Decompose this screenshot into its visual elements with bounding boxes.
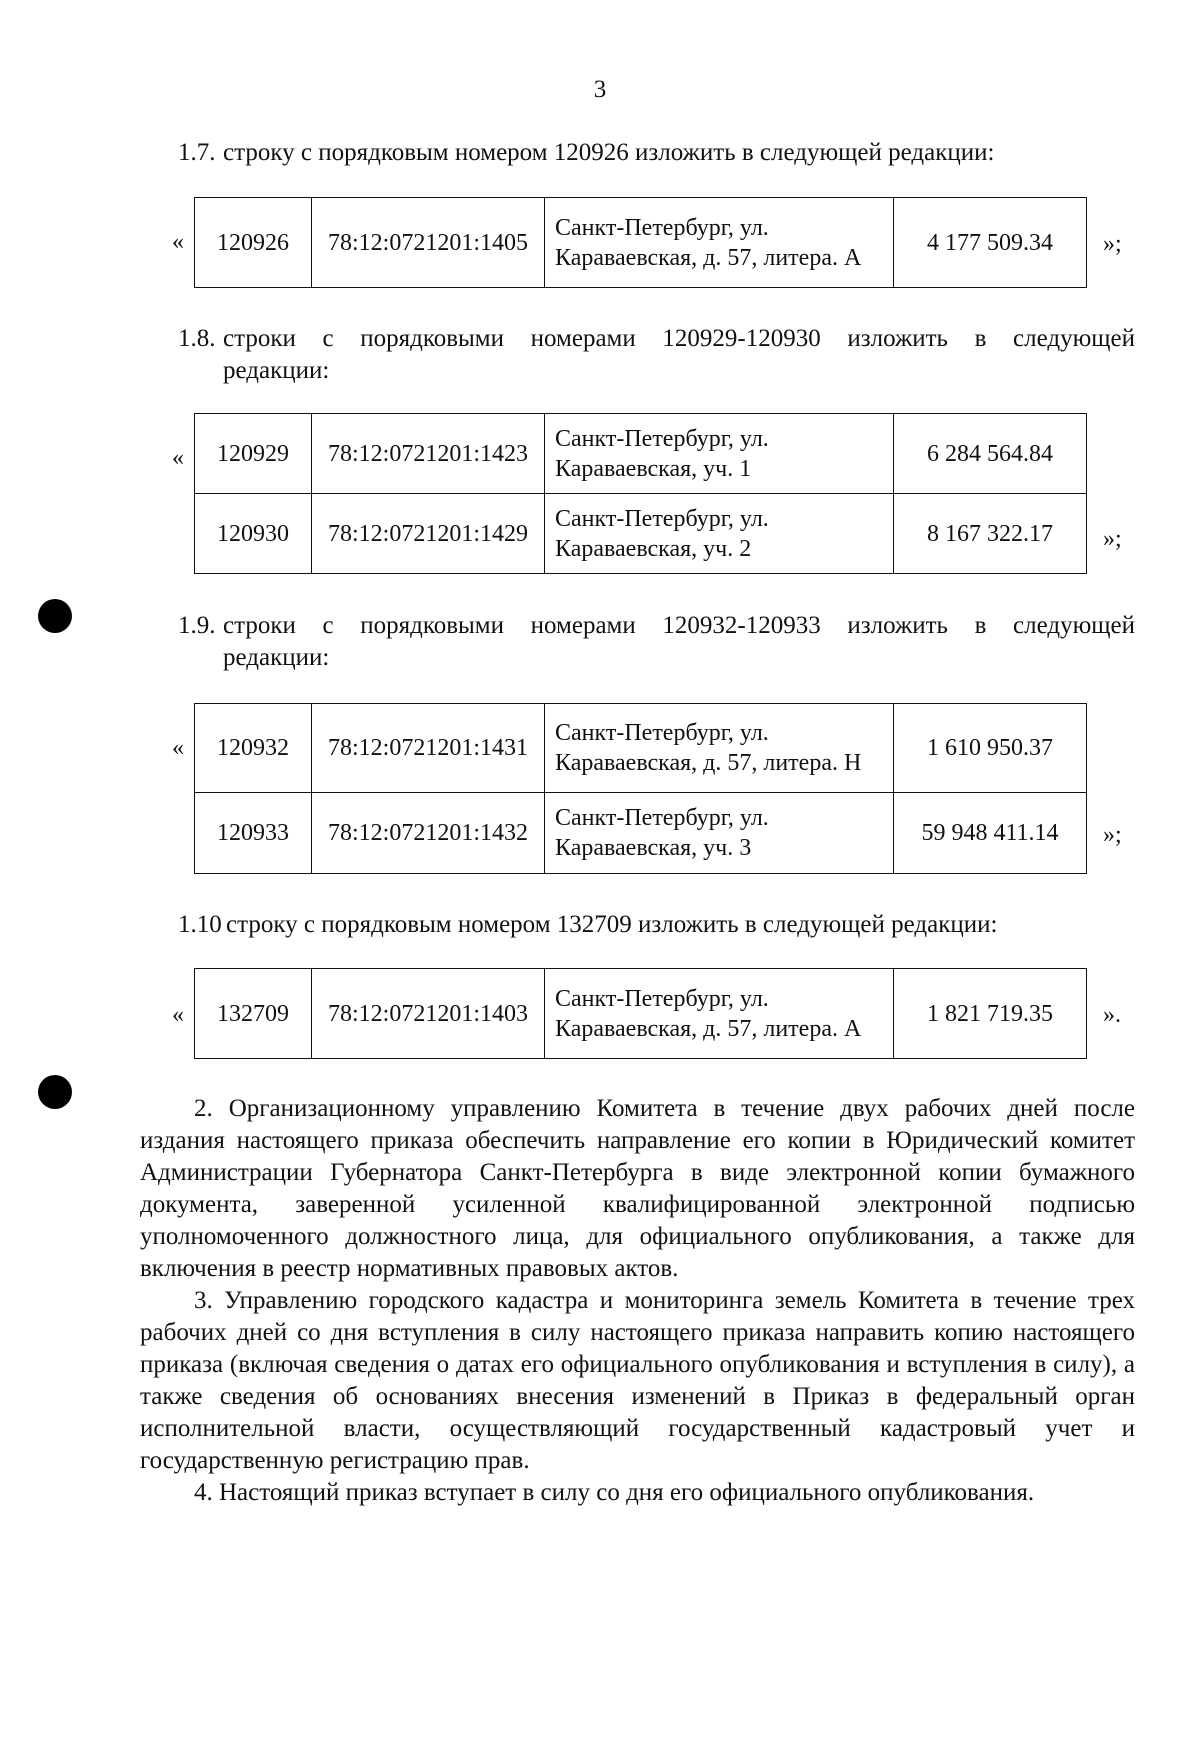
open-quote: « xyxy=(172,229,184,255)
value-cell: 4 177 509.34 xyxy=(894,198,1087,288)
row-number-cell: 120930 xyxy=(195,494,312,574)
amendment-table-1-8 xyxy=(194,413,1087,574)
close-quote: »; xyxy=(1103,822,1122,848)
row-number-cell: 120926 xyxy=(195,198,312,288)
section-number-1-8: 1.8. xyxy=(178,325,216,352)
section-number-1-9: 1.9. xyxy=(178,612,216,639)
amendment-table-1-10 xyxy=(194,968,1087,1059)
section-text-line: редакции: xyxy=(223,357,330,384)
amendment-table-1-9 xyxy=(194,703,1087,874)
section-text-1-8 xyxy=(223,323,1135,387)
value-cell: 8 167 322.17 xyxy=(894,494,1087,574)
paragraph-2: 2. Организационному управлению Комитета в течение двух рабочих дней после издания настоящего приказа обеспечить направление его копии в Юридический комитет Администрации Губернатора Санкт-Петербурга в виде электронной копии бумажного документа, заверенной усиленной квалифицированной электронной подписью уполномоченного должностного лица, для официального опубликования, а также для включения в реестр нормативных правовых актов. xyxy=(140,1095,1135,1282)
address-cell: Санкт-Петербург, ул. Караваевская, уч. 1 xyxy=(545,414,894,494)
open-quote: « xyxy=(172,1002,184,1028)
page-number: 3 xyxy=(593,76,607,103)
cadastral-number-cell: 78:12:0721201:1431 xyxy=(312,704,545,793)
address-cell: Санкт-Петербург, ул. Караваевская, д. 57, литера. А xyxy=(545,198,894,288)
section-number-1-10: 1.10 xyxy=(178,911,222,938)
section-text-line: редакции: xyxy=(223,644,330,671)
section-text-1-9 xyxy=(223,610,1135,674)
paragraph-3: 3. Управлению городского кадастра и мониторинга земель Комитета в течение трех рабочих дней со дня вступления в силу настоящего приказа направить копию настоящего приказа (включая сведения о датах его официального опубликования и вступления в силу), а также сведения об основаниях внесения изменений в Приказ в федеральный орган исполнительной власти, осуществляющий государственный кадастровый учет и государственную регистрацию прав. xyxy=(140,1287,1135,1474)
value-cell: 59 948 411.14 xyxy=(894,793,1087,874)
row-number-cell: 120933 xyxy=(195,793,312,874)
value-cell: 6 284 564.84 xyxy=(894,414,1087,494)
table-row xyxy=(195,704,1087,793)
cadastral-number-cell: 78:12:0721201:1403 xyxy=(312,969,545,1059)
section-text-1-7: строку с порядковым номером 120926 изложить в следующей редакции: xyxy=(223,139,995,166)
value-cell: 1 610 950.37 xyxy=(894,704,1087,793)
table-row xyxy=(195,793,1087,874)
section-text-line: строки с порядковыми номерами 120932-120933 изложить в следующей xyxy=(223,612,1135,639)
close-quote: ». xyxy=(1103,1002,1121,1028)
open-quote: « xyxy=(172,445,184,471)
cadastral-number-cell: 78:12:0721201:1405 xyxy=(312,198,545,288)
close-quote: »; xyxy=(1103,526,1122,552)
cadastral-number-cell: 78:12:0721201:1429 xyxy=(312,494,545,574)
row-number-cell: 120932 xyxy=(195,704,312,793)
table-row xyxy=(195,494,1087,574)
table-row xyxy=(195,198,1087,288)
cadastral-number-cell: 78:12:0721201:1432 xyxy=(312,793,545,874)
address-cell: Санкт-Петербург, ул. Караваевская, уч. 3 xyxy=(545,793,894,874)
punch-hole-mark xyxy=(38,1075,72,1109)
section-number-1-7: 1.7. xyxy=(178,139,216,166)
table-row xyxy=(195,414,1087,494)
section-text-line: строки с порядковыми номерами 120929-120930 изложить в следующей xyxy=(223,325,1135,352)
row-number-cell: 120929 xyxy=(195,414,312,494)
table-row xyxy=(195,969,1087,1059)
open-quote: « xyxy=(172,735,184,761)
paragraph-4: 4. Настоящий приказ вступает в силу со дня его официального опубликования. xyxy=(194,1479,1035,1506)
cadastral-number-cell: 78:12:0721201:1423 xyxy=(312,414,545,494)
section-text-1-10: строку с порядковым номером 132709 изложить в следующей редакции: xyxy=(226,911,998,938)
row-number-cell: 132709 xyxy=(195,969,312,1059)
address-cell: Санкт-Петербург, ул. Караваевская, уч. 2 xyxy=(545,494,894,574)
address-cell: Санкт-Петербург, ул. Караваевская, д. 57, литера. Н xyxy=(545,704,894,793)
punch-hole-mark xyxy=(38,599,72,633)
close-quote: »; xyxy=(1103,231,1122,257)
address-cell: Санкт-Петербург, ул. Караваевская, д. 57, литера. А xyxy=(545,969,894,1059)
amendment-table-1-7 xyxy=(194,197,1087,288)
value-cell: 1 821 719.35 xyxy=(894,969,1087,1059)
